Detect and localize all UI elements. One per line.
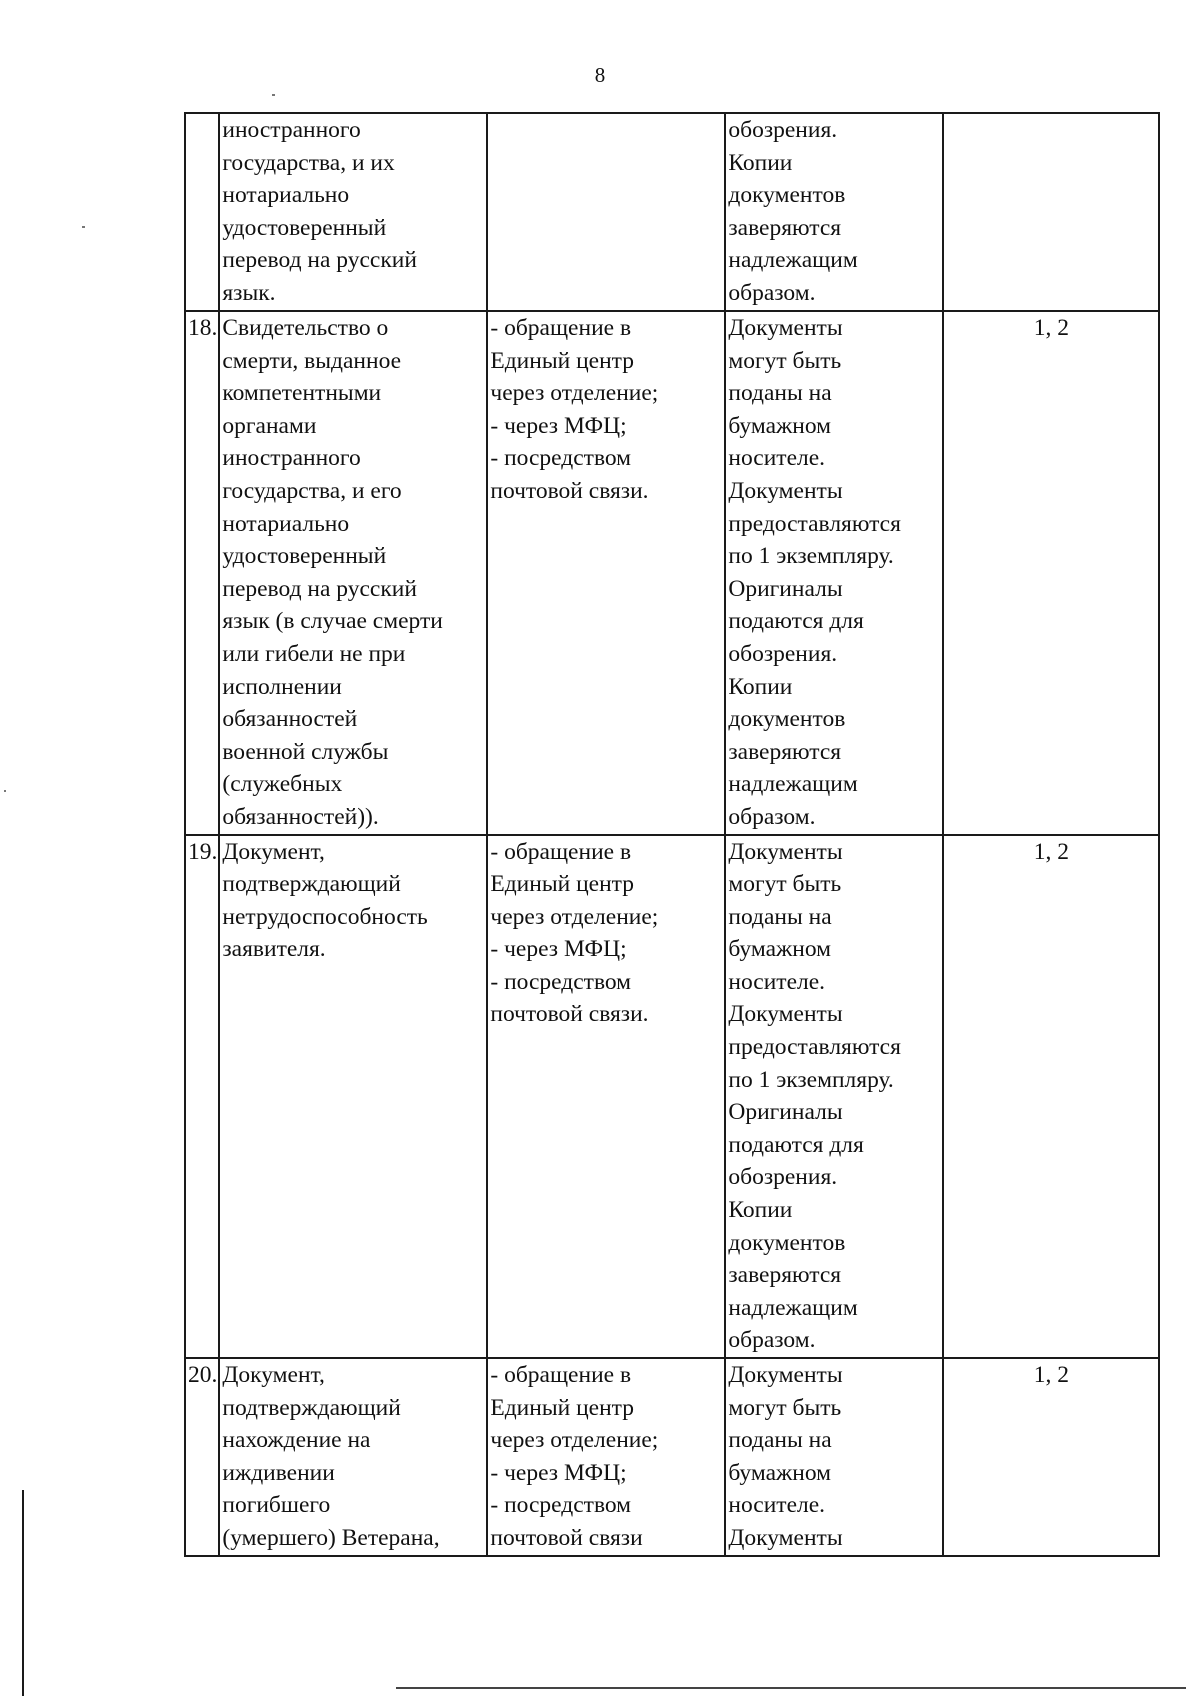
page-number: 8 xyxy=(594,63,606,87)
row-number: 19. xyxy=(185,835,219,1359)
row-number: 20. xyxy=(185,1358,219,1556)
submission-method-cell: - обращение в Единый центр через отделение; - через МФЦ; - посредством почтовой связи. xyxy=(487,835,725,1359)
table-row xyxy=(185,1358,1159,1556)
submission-method-cell: - обращение в Единый центр через отделение; - через МФЦ; - посредством почтовой связи xyxy=(487,1358,725,1556)
scan-speck xyxy=(4,790,6,792)
stage-cell: 1, 2 xyxy=(943,311,1159,835)
table-row xyxy=(185,311,1159,835)
scan-bottom-rule xyxy=(396,1687,1186,1689)
table-row xyxy=(185,835,1159,1359)
stage-cell: 1, 2 xyxy=(943,835,1159,1359)
submission-note-cell: Документы могут быть поданы на бумажном носителе. Документы предоставляются по 1 экземпляру. Оригиналы подаются для обозрения. Копии документов заверяются надлежащим образом. xyxy=(725,835,943,1359)
stage-cell: 1, 2 xyxy=(943,1358,1159,1556)
document-name-cell: иностранного государства, и их нотариально удостоверенный перевод на русский язык. xyxy=(219,113,487,311)
document-name-cell: Документ, подтверждающий нетрудоспособность заявителя. xyxy=(219,835,487,1359)
scan-speck xyxy=(82,226,85,228)
submission-method-cell xyxy=(487,113,725,311)
row-number: 18. xyxy=(185,311,219,835)
submission-note-cell: обозрения. Копии документов заверяются надлежащим образом. xyxy=(725,113,943,311)
row-number xyxy=(185,113,219,311)
submission-note-cell: Документы могут быть поданы на бумажном носителе. Документы предоставляются по 1 экземпляру. Оригиналы подаются для обозрения. Копии документов заверяются надлежащим образом. xyxy=(725,311,943,835)
document-name-cell: Документ, подтверждающий нахождение на иждивении погибшего (умершего) Ветерана, xyxy=(219,1358,487,1556)
submission-method-cell: - обращение в Единый центр через отделение; - через МФЦ; - посредством почтовой связи. xyxy=(487,311,725,835)
scan-margin-line xyxy=(22,1490,24,1696)
table-row xyxy=(185,113,1159,311)
submission-note-cell: Документы могут быть поданы на бумажном носителе. Документы xyxy=(725,1358,943,1556)
scan-speck xyxy=(272,94,275,96)
stage-cell xyxy=(943,113,1159,311)
documents-table xyxy=(184,112,1160,1557)
document-name-cell: Свидетельство о смерти, выданное компетентными органами иностранного государства, и его нотариально удостоверенный перевод на русский язык (в случае смерти или гибели не при исполнении обязанностей военной службы (служебных обязанностей)). xyxy=(219,311,487,835)
